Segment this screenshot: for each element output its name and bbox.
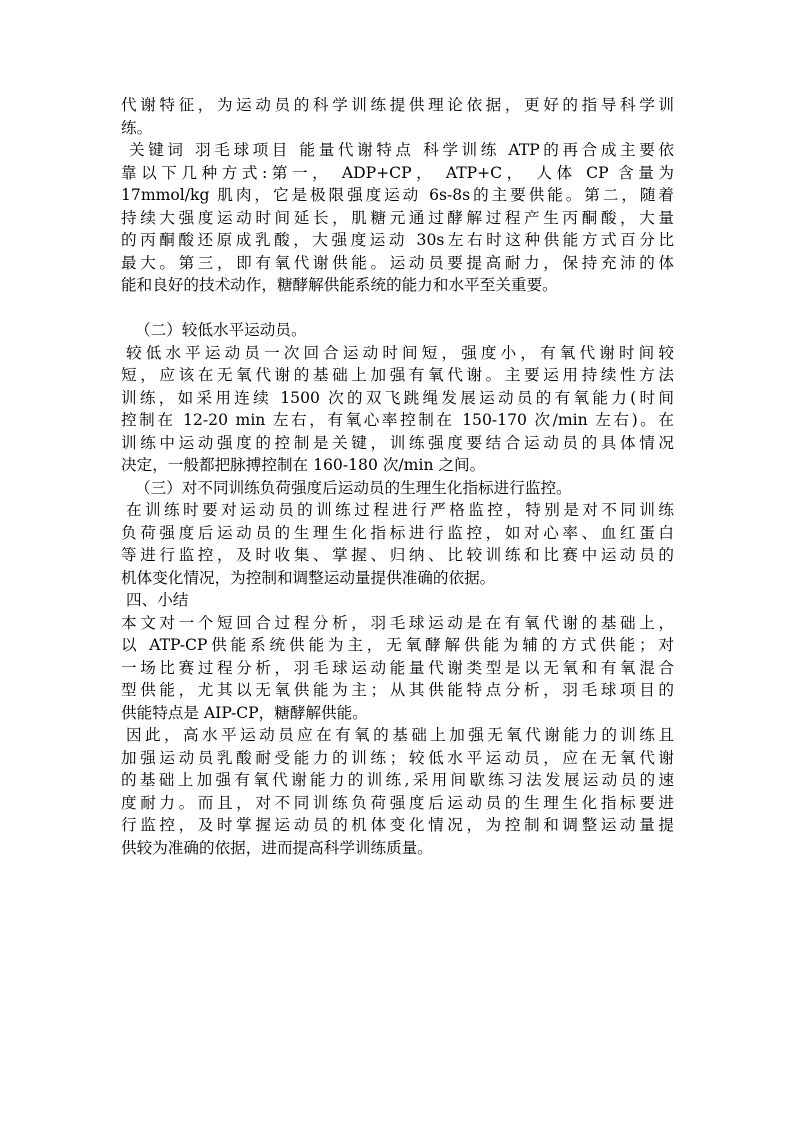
section-heading: （二）较低水平运动员。 bbox=[135, 321, 307, 339]
text-line: 关键词 羽毛球项目 能量代谢特点 科学训练 ATP的再合成主要依 bbox=[129, 141, 674, 159]
text-line: 在训练时要对运动员的训练过程进行严格监控，特别是对不同训练 bbox=[126, 501, 674, 519]
text-line: 靠以下几种方式:第一， ADP+CP， ATP+C， 人体 CP 含量为 bbox=[121, 163, 674, 182]
section-heading: （三）对不同训练负荷强度后运动员的生理生化指标进行监控。 bbox=[135, 478, 572, 497]
paragraph-lower-level bbox=[121, 342, 674, 477]
text-line: 机体变化情况，为控制和调整运动量提供准确的依据。 bbox=[121, 568, 496, 587]
text-line: 练。 bbox=[121, 118, 153, 137]
text-line: 因此，高水平运动员应在有氧的基础上加强无氧代谢能力的训练且 bbox=[126, 726, 674, 744]
section-heading-monitoring bbox=[121, 477, 674, 500]
text-line: 的丙酮酸还原成乳酸，大强度运动 30s左右时这种供能方式百分比 bbox=[121, 231, 674, 249]
text-line: 代谢特征，为运动员的科学训练提供理论依据，更好的指导科学训 bbox=[121, 96, 674, 114]
text-line: 的基础上加强有氧代谢能力的训练,采用间歇练习法发展运动员的速 bbox=[121, 771, 674, 789]
paragraph-monitoring bbox=[121, 499, 674, 589]
text-line: 训练中运动强度的控制是关键，训练强度要结合运动员的具体情况 bbox=[121, 433, 674, 452]
text-line: 供较为准确的依据，进而提高科学训练质量。 bbox=[121, 838, 433, 857]
text-line: 型供能，尤其以无氧供能为主；从其供能特点分析，羽毛球项目的 bbox=[121, 681, 674, 699]
text-line: 行监控，及时掌握运动员的机体变化情况，为控制和调整运动量提 bbox=[121, 816, 674, 834]
paragraph-conclusion bbox=[121, 724, 674, 859]
document-page bbox=[121, 94, 674, 859]
text-line: 一场比赛过程分析，羽毛球运动能量代谢类型是以无氧和有氧混合 bbox=[121, 658, 674, 677]
text-line: 决定，一般都把脉搏控制在 160-180 次/min 之间。 bbox=[121, 456, 486, 474]
section-heading-lower-level bbox=[121, 319, 674, 342]
text-line: 短，应该在无氧代谢的基础上加强有氧代谢。主要运用持续性方法 bbox=[121, 366, 674, 384]
section-heading: 四、小结 bbox=[126, 591, 189, 609]
text-line: 控制在 12-20 min 左右，有氧心率控制在 150-170 次/min 左右)。在 bbox=[121, 411, 674, 429]
text-line: 等进行监控，及时收集、掌握、归纳、比较训练和比赛中运动员的 bbox=[121, 546, 674, 564]
text-line: 较低水平运动员一次回合运动时间短，强度小，有氧代谢时间较 bbox=[126, 343, 674, 362]
text-line: 供能特点是 AIP-CP，糖酵解供能。 bbox=[121, 703, 368, 722]
text-line: 以 ATP-CP供能系统供能为主，无氧酵解供能为辅的方式供能；对 bbox=[121, 636, 674, 654]
text-line: 训练，如采用连续 1500 次的双飞跳绳发展运动员的有氧能力(时间 bbox=[121, 388, 674, 407]
text-line: 17mmol/kg 肌肉，它是极限强度运动 6s-8s的主要供能。第二，随着 bbox=[121, 186, 674, 204]
section-heading-summary bbox=[121, 589, 674, 612]
text-line: 加强运动员乳酸耐受能力的训练；较低水平运动员，应在无氧代谢 bbox=[121, 748, 674, 767]
text-line: 持续大强度运动时间延长，肌糖元通过酵解过程产生丙酮酸，大量 bbox=[121, 208, 674, 227]
paragraph-keywords bbox=[121, 139, 674, 297]
blank-line bbox=[121, 297, 674, 320]
paragraph-summary bbox=[121, 612, 674, 725]
text-line: 本文对一个短回合过程分析，羽毛球运动是在有氧代谢的基础上， bbox=[121, 613, 674, 632]
text-line: 能和良好的技术动作，糖酵解供能系统的能力和水平至关重要。 bbox=[121, 276, 558, 294]
text-line: 最大。第三，即有氧代谢供能。运动员要提高耐力，保持充沛的体 bbox=[121, 253, 674, 272]
text-line: 度耐力。而且，对不同训练负荷强度后运动员的生理生化指标要进 bbox=[121, 793, 674, 812]
text-line: 负荷强度后运动员的生理生化指标进行监控，如对心率、血红蛋白 bbox=[121, 523, 674, 542]
paragraph-intro-end bbox=[121, 94, 674, 139]
